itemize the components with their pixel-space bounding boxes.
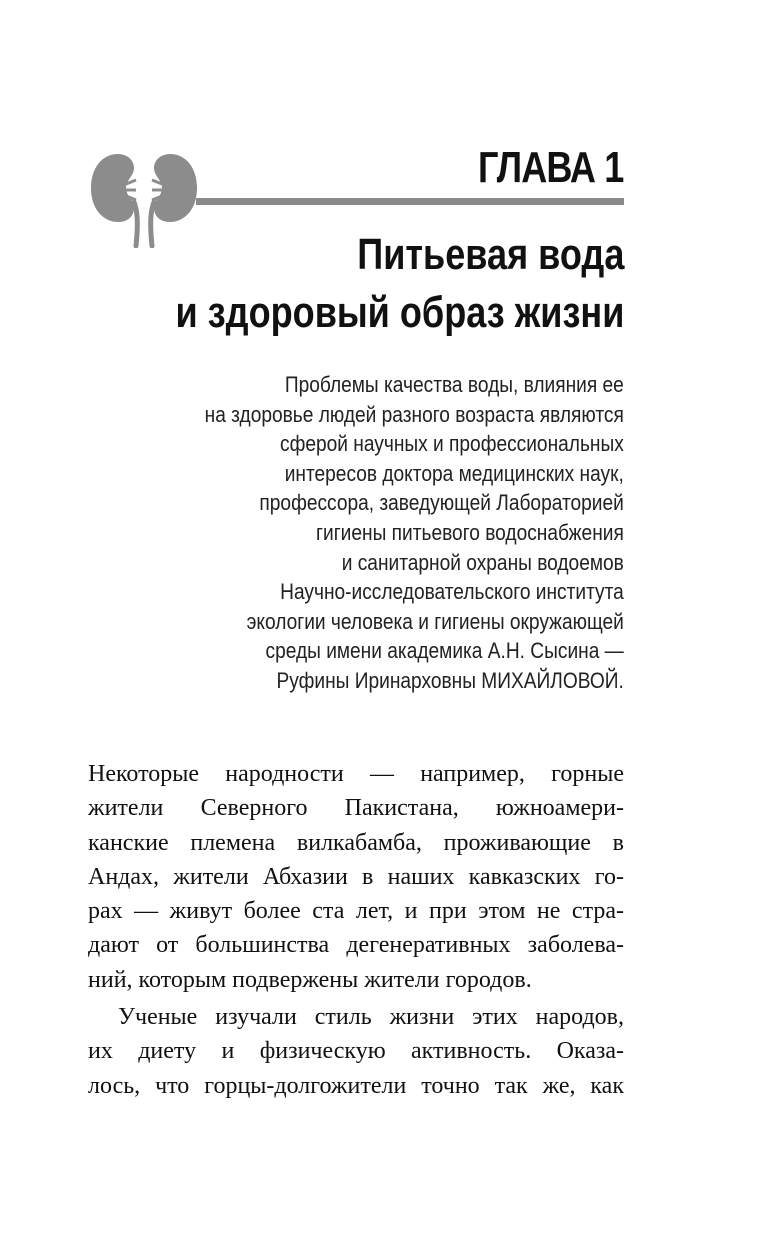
body-line: ний, которым подвержены жители городов. — [88, 966, 532, 993]
body-line: их диету и физическую активность. Оказа- — [88, 1038, 624, 1065]
body-line: Некоторые народности — например, горные — [88, 761, 624, 787]
body-line: Андах, жители Абхазии в наших кавказских го- — [88, 863, 624, 890]
epigraph-line: среды имени академика А.Н. Сысина — — [265, 638, 624, 664]
chapter-title — [175, 226, 624, 342]
epigraph-line: Проблемы качества воды, влияния ее — [284, 372, 624, 397]
chapter-title-line: и здоровый образ жизни — [175, 288, 624, 337]
epigraph-line: Руфины Иринарховны МИХАЙЛОВОЙ. — [276, 667, 624, 693]
epigraph-line: гигиены питьевого водоснабжения — [316, 519, 624, 545]
epigraph-line: Научно-исследовательского института — [280, 579, 624, 605]
chapter-title-line: Питьевая вода — [356, 230, 624, 279]
epigraph-line: и санитарной охраны водоемов — [341, 549, 624, 575]
epigraph-line: интересов доктора медицинских наук, — [284, 460, 624, 486]
epigraph-line: на здоровье людей разного возраста являются — [204, 401, 624, 427]
body-line: дают от большинства дегенеративных заболева- — [88, 932, 624, 959]
body-paragraph-2 — [88, 1000, 624, 1103]
body-line: лось, что горцы-долгожители точно так же, как — [88, 1072, 624, 1099]
epigraph-line: профессора, заведующей Лабораторией — [259, 490, 624, 516]
epigraph-line: сферой научных и профессиональных — [280, 431, 624, 457]
epigraph-line: экологии человека и гигиены окружающей — [246, 608, 624, 634]
chapter-label: ГЛАВА 1 — [478, 143, 624, 192]
epigraph — [205, 370, 624, 696]
chapter-rule — [196, 198, 624, 205]
body-line: канские племена вилкабамба, проживающие в — [88, 829, 624, 856]
body-line: жители Северного Пакистана, южноамери- — [88, 795, 624, 822]
body-line: рах — живут более ста лет, и при этом не стра- — [88, 898, 624, 925]
body-line: Ученые изучали стиль жизни этих народов, — [118, 1004, 624, 1030]
body-paragraph-1 — [88, 757, 624, 997]
